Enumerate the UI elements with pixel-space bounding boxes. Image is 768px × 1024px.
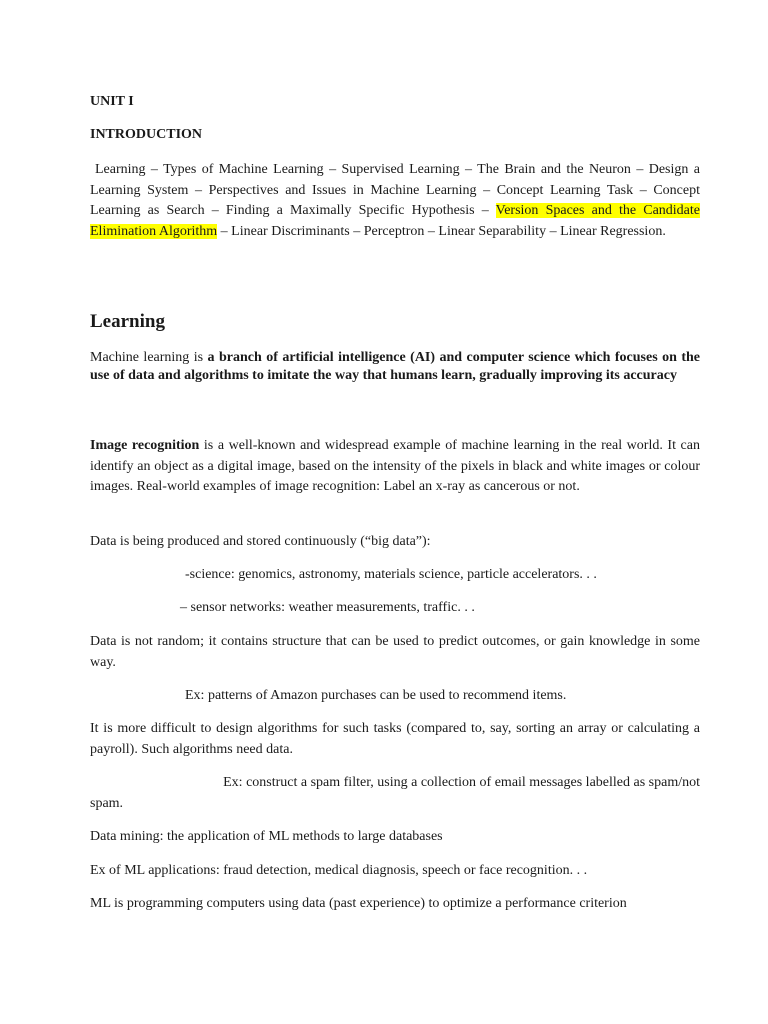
spam-example-line1: Ex: construct a spam filter, using a collection of email messages labelled as spam/not [223,775,700,790]
not-random-paragraph: Data is not random; it contains structure that can be used to predict outcomes, or gain knowledge in some way. [90,634,700,670]
introduction-label: INTRODUCTION [90,127,203,142]
image-recognition-term: Image recognition [90,438,200,453]
syllabus-highlight: Version Spaces and the Candidate Elimination Algorithm [90,203,700,239]
unit-label: UNIT I [90,94,134,109]
image-recognition-paragraph [90,436,700,498]
science-item: -science: genomics, astronomy, materials science, particle accelerators. . . [185,567,597,582]
ml-programming-line: ML is programming computers using data (past experience) to optimize a performance criterion [90,896,627,911]
syllabus-text-1: Learning – Types of Machine Learning – Supervised Learning – The Brain and the Neuron – Design a Learning System – Perspectives and Issues in Machine Learning – Concept Learning Task – Concept Learning as Search – Finding a Maximally Specific Hypothesis – [90,162,700,218]
big-data-line: Data is being produced and stored continuously (“big data”): [90,534,431,549]
ml-definition-prefix: Machine learning is [90,350,208,365]
syllabus-text-2: – Linear Discriminants – Perceptron – Linear Separability – Linear Regression. [217,223,666,239]
syllabus-paragraph [90,160,700,242]
sensor-item: – sensor networks: weather measurements, traffic. . . [180,600,475,615]
image-recognition-text: is a well-known and widespread example of machine learning in the real world. It can identify an object as a digital image, based on the intensity of the pixels in black and white images or colour images. Real-world examples of image recognition: Label an x-ray as cancerous or not. [90,438,700,494]
ml-definition [90,349,700,385]
learning-heading: Learning [90,311,165,332]
data-mining-line: Data mining: the application of ML methods to large databases [90,829,443,844]
ml-applications-line: Ex of ML applications: fraud detection, medical diagnosis, speech or face recognition. . . [90,863,588,878]
difficult-paragraph: It is more difficult to design algorithms for such tasks (compared to, say, sorting an array or calculating a payroll). Such algorithms need data. [90,721,700,757]
amazon-example: Ex: patterns of Amazon purchases can be used to recommend items. [185,688,567,703]
ml-definition-bold: a branch of artificial intelligence (AI) and computer science which focuses on the use of data and algorithms to imitate the way that humans learn, gradually improving its accuracy [90,350,701,383]
spam-example-line2: spam. [90,796,124,811]
